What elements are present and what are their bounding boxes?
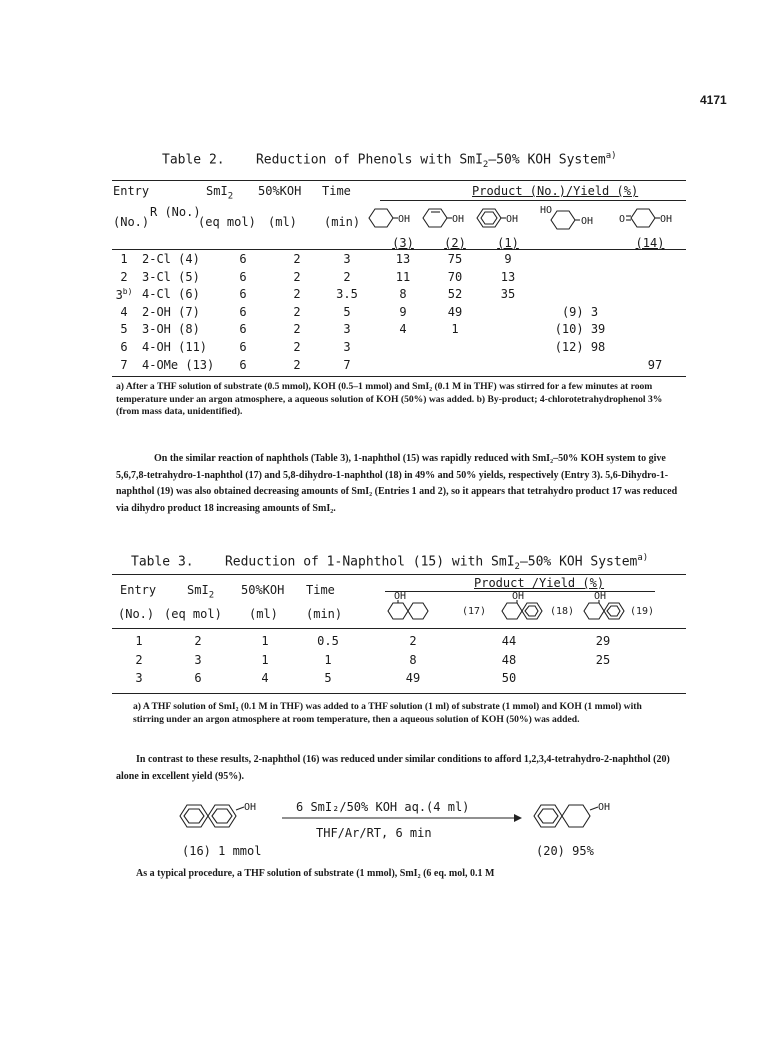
table2-cell-yield-2: 49 (447, 304, 463, 319)
table3-header-smi2-text: SmI (187, 583, 209, 597)
scheme-reagent-below: THF/Ar/RT, 6 min (316, 826, 432, 840)
table3-caption-sup: a) (637, 553, 649, 563)
table3-header-min: (min) (306, 607, 343, 621)
ho-label: HO (540, 205, 553, 216)
table2-header-r: R (No.) (150, 205, 201, 219)
page-number: 4171 (700, 93, 727, 107)
table2-cell-koh: 2 (293, 340, 301, 354)
o-label: O (619, 214, 626, 225)
table2-cell-yield-2: 52 (447, 287, 463, 302)
table3-cell-time: 0.5 (317, 634, 339, 648)
table2-cell-smi2: 6 (239, 340, 247, 354)
table2-header-smi2-text: SmI (206, 184, 228, 198)
oh-label-16: OH (244, 802, 257, 813)
table3-cell-yield-17: 8 (409, 652, 417, 667)
table2-product-label-3: (3) (392, 236, 414, 250)
table2-cell-yield-3: 4 (399, 322, 407, 337)
table2-cell-r: 3-OH (8) (142, 322, 200, 337)
table2-cell-entry: 1 (120, 252, 128, 266)
table3-product-structures (384, 590, 674, 624)
table2-cell-r: 3-Cl (5) (142, 269, 200, 284)
table2-header-min: (min) (324, 215, 361, 229)
scheme-left-label: (16) 1 mmol (182, 844, 262, 858)
table3-cell-yield-17: 49 (405, 671, 421, 685)
table2-cell-yield-14: 97 (647, 357, 663, 372)
table2-product-label-14: (14) (635, 236, 665, 250)
table3-footnote: a) A THF solution of SmI₂ (0.1 M in THF) was added to a THF solution (1 ml) of substrate (1 mmol) and KOH (1 mmol) with stirring under an argon atmosphere at room temperature, then a aqueous solution of KOH (50%) was added. (133, 701, 642, 725)
table2-cell-smi2: 6 (239, 322, 247, 337)
table2-cell-yield-diol: (10) 39 (554, 322, 606, 337)
table2-cell-smi2: 6 (239, 269, 247, 284)
table2-cell-r: 2-OH (7) (142, 304, 200, 319)
oh-label-17: OH (394, 591, 407, 602)
table2-header-smi2 (206, 184, 233, 201)
table2-header-ml: (ml) (268, 215, 297, 229)
table2-cell-entry: 7 (120, 357, 128, 372)
table3-caption-sub: 2 (514, 561, 520, 572)
table3-header-entry: Entry (120, 583, 157, 597)
table3-cell-yield-18: 48 (501, 652, 517, 667)
table3-cell-yield-19: 25 (595, 652, 611, 667)
table2-cell-yield-1: 13 (500, 269, 516, 284)
table3-product-label-18: (18) (550, 606, 575, 617)
cyclohexenol-structure (423, 209, 464, 227)
table2-header-entry: Entry (113, 184, 150, 198)
table3-cell-entry: 2 (135, 652, 143, 667)
table2-cell-koh: 2 (293, 322, 301, 337)
table3-cell-koh: 4 (261, 671, 269, 685)
table2-header-rule (112, 249, 686, 250)
table3-caption-main: Reduction of 1-Naphthol (15) with SmI (224, 554, 515, 570)
table2-caption (162, 151, 617, 170)
table3-header-smi2 (187, 583, 214, 600)
scheme-right-label: (20) 95% (536, 844, 594, 858)
table2-header-eq: (eq mol) (198, 215, 256, 229)
table2-cell-yield-2: 70 (447, 269, 463, 284)
table2-cell-koh: 2 (293, 252, 301, 266)
oh-label-18: OH (512, 591, 525, 602)
table2-product-rule (380, 200, 686, 201)
table3-header-time: Time (306, 583, 335, 597)
table2-caption-prefix: Table 2. (162, 152, 225, 168)
oh-label-3: OH (398, 214, 411, 225)
table3-cell-entry: 1 (135, 634, 143, 648)
table2-cell-smi2: 6 (239, 252, 247, 266)
table2-product-label-2: (2) (444, 236, 466, 250)
table2-product-structures (360, 202, 690, 236)
table2-cell-yield-3: 13 (395, 252, 411, 266)
table3-caption-prefix: Table 3. (131, 554, 194, 570)
table2-cell-yield-1: 9 (504, 252, 512, 266)
table2-cell-koh: 2 (293, 304, 301, 319)
table2-header-no: (No.) (113, 215, 150, 229)
table3-cell-time: 1 (324, 652, 332, 667)
table2-cell-yield-diol: (9) 3 (561, 304, 599, 319)
table2-cell-entry: 6 (120, 340, 128, 354)
table2-cell-smi2: 6 (239, 357, 247, 372)
arrow-head (514, 814, 522, 822)
table2-cell-time: 3 (343, 340, 351, 354)
table3-header-ml: (ml) (249, 607, 278, 621)
table2-cell-time: 3 (343, 322, 351, 337)
entry-number: 3 (115, 288, 123, 303)
tetrahydro-2-naphthol-structure (534, 802, 610, 827)
table2-cell-koh: 2 (293, 269, 301, 284)
table3-cell-koh: 1 (261, 634, 269, 648)
dihydronaphthol-structure (502, 591, 542, 619)
tetrahydronaphthol-structure (388, 591, 428, 619)
table2-cell-time: 5 (343, 304, 351, 319)
phenol-structure (477, 209, 518, 227)
table3-header-no: (No.) (118, 607, 155, 621)
paragraph-typical-procedure: As a typical procedure, a THF solution of substrate (1 mmol), SmI₂ (6 eq. mol, 0.1 M (136, 868, 495, 879)
table2-cell-yield-3: 9 (399, 304, 407, 319)
oh-label-2: OH (452, 214, 465, 225)
table2-header-koh: 50%KOH (258, 184, 302, 198)
table2-cell-smi2: 6 (239, 287, 247, 302)
oh-label-20: OH (598, 802, 611, 813)
table3-product-label-19: (19) (630, 606, 655, 617)
table3-cell-smi2: 3 (194, 652, 202, 667)
table3-header-smi2-sub: 2 (208, 590, 215, 601)
oh-label-diol: OH (581, 216, 594, 227)
table2-caption-main: Reduction of Phenols with SmI (255, 152, 483, 168)
table3-bottom-rule (112, 693, 686, 694)
table2-product-label-1: (1) (497, 236, 519, 250)
table2-cell-time: 3 (343, 252, 351, 266)
table3-cell-smi2: 6 (194, 671, 202, 685)
table2-cell-yield-diol: (12) 98 (554, 340, 606, 354)
table2-cell-yield-1: 35 (500, 287, 516, 302)
table3-cell-yield-18: 50 (501, 671, 517, 685)
table2-cell-r: 2-Cl (4) (142, 252, 200, 266)
table2-cell-smi2: 6 (239, 304, 247, 319)
table2-caption-sub: 2 (482, 159, 489, 170)
table2-cell-time: 2 (343, 269, 351, 284)
table2-cell-yield-3: 8 (399, 287, 407, 302)
table3-cell-entry: 3 (135, 671, 143, 685)
table2-cell-entry: 4 (120, 304, 128, 319)
table3-cell-yield-18: 44 (501, 634, 517, 648)
table2-header-smi2-sub: 2 (227, 191, 234, 202)
table2-cell-yield-3: 11 (395, 269, 411, 284)
hydroxycyclohexanone-structure (619, 209, 672, 227)
scheme-reagent-above: 6 SmI₂/50% KOH aq.(4 ml) (296, 800, 470, 814)
table3-header-rule (112, 628, 686, 629)
oh-label-1: OH (506, 214, 519, 225)
table2-cell-yield-2: 75 (447, 252, 463, 266)
table2-cell-koh: 2 (293, 357, 301, 372)
table3-cell-koh: 1 (261, 652, 269, 667)
dihydronaphthol-19-structure (584, 591, 624, 619)
table3-caption-rest: –50% KOH System (519, 554, 638, 570)
table2-cell-entry (113, 287, 135, 302)
table2-cell-r: 4-OH (11) (142, 340, 208, 354)
paragraph-2-naphthol: In contrast to these results, 2-naphthol (16) was reduced under similar conditions to afford 1,2,3,4-tetrahydro-2-naphthol (20) alone in excellent yield (95%). (116, 754, 670, 782)
table3-cell-smi2: 2 (194, 634, 202, 648)
2-naphthol-structure (180, 802, 256, 827)
table3-header-eq: (eq mol) (164, 607, 222, 621)
cyclohexanol-structure (369, 209, 410, 227)
entry-footnote-mark: b) (122, 287, 133, 297)
table2-cell-r: 4-OMe (13) (142, 357, 215, 372)
table2-caption-sup: a) (605, 151, 617, 161)
oh-label-19: OH (594, 591, 607, 602)
table2-header-product: Product (No.)/Yield (%) (472, 184, 639, 198)
table2-cell-time: 7 (343, 357, 351, 372)
table2-cell-koh: 2 (293, 287, 301, 302)
table3-cell-yield-17: 2 (409, 634, 417, 648)
table2-bottom-rule (112, 376, 686, 377)
table3-caption (131, 553, 648, 572)
table3-top-rule (112, 574, 686, 575)
oh-label-14: OH (660, 214, 673, 225)
table3-product-label-17: (17) (462, 606, 487, 617)
table3-cell-time: 5 (324, 671, 332, 685)
table3-header-product: Product /Yield (%) (474, 576, 605, 590)
table2-caption-rest: –50% KOH System (488, 152, 606, 168)
table2-header-time: Time (322, 184, 351, 198)
table2-footnote: a) After a THF solution of substrate (0.5 mmol), KOH (0.5–1 mmol) and SmI₂ (0.1 M in THF) was stirred for a few minutes at room temperature under an argon atmosphere, a aqueous solution of KOH (50%) was added. b) By-product; 4-chlorotetrahydrophenol 3% (from mass data, unidentified). (116, 381, 663, 417)
table2-cell-entry: 5 (120, 322, 128, 337)
table2-cell-time: 3.5 (336, 287, 358, 302)
table2-cell-r: 4-Cl (6) (142, 287, 200, 302)
table2-cell-yield-2: 1 (451, 322, 459, 337)
table2-top-rule (112, 180, 686, 181)
table3-cell-yield-19: 29 (595, 634, 611, 648)
table3-header-koh: 50%KOH (241, 583, 285, 597)
cyclohexanediol-structure (540, 205, 593, 229)
table2-cell-entry: 2 (120, 269, 128, 284)
paragraph-naphthols: On the similar reaction of naphthols (Table 3), 1-naphthol (15) was rapidly reduced with SmI₂–50% KOH system to give 5,6,7,8-tetrahydro-1-naphthol (17) and 5,8-dihydro-1-naphthol (18) in 49% and 50% yields, respectively (Entry 3). 5,6-Dihydro-1-naphthol (19) was also obtained decreasing amounts of SmI₂ (Entries 1 and 2), so it appears that tetrahydro product 17 was reduced via dihydro product 18 increasing amounts of SmI₂. (116, 453, 678, 514)
